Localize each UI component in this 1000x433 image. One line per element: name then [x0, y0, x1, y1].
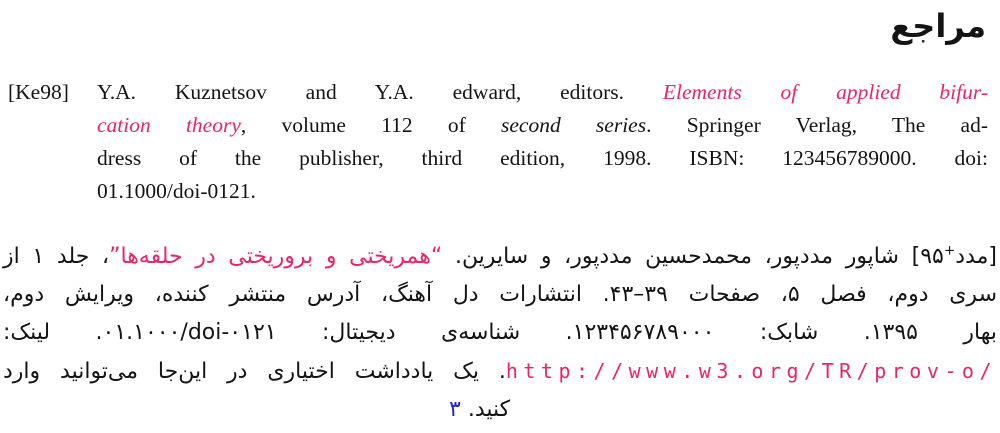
persian-note-text: . یک یادداشت اختیاری در این‌جا می‌توانید وارد	[3, 359, 506, 384]
persian-authors-text: شاپور مددپور، محمدحسین مددپور، و سایرین.	[442, 244, 912, 269]
persian-article-title: “همریختی و بروریختی در حلقه‌ها”	[109, 244, 443, 269]
persian-series-pages-text: سری دوم، فصل ۵، صفحات ۳۹–۴۳. انتشارات دل آهنگ، آدرس منتشر کننده، ویرایش دوم،	[3, 282, 998, 307]
citation-label-ke98: [Ke98]	[8, 80, 69, 104]
entry-madad95-line-4	[3, 352, 997, 391]
citation-label-superscript: +	[943, 242, 956, 259]
book-title-part-1: Elements of applied bifur-	[662, 80, 988, 104]
url-link[interactable]: http://www.w3.org/TR/prov-o/	[505, 359, 997, 383]
entry-ke98-line-3	[97, 142, 988, 175]
publisher-text: . Springer Verlag, The ad-	[646, 113, 988, 137]
bibliography-entry-madad95	[3, 238, 997, 429]
entry-madad95-line-3	[3, 314, 997, 352]
persian-volume-text: ، جلد ۱ از	[3, 244, 110, 269]
series-name: second series	[501, 113, 647, 137]
authors-text: Y.A. Kuznetsov and Y.A. edward, editors.	[97, 80, 663, 104]
doi-text: 01.1000/doi-0121.	[97, 179, 256, 203]
entry-ke98-line-2	[97, 109, 988, 142]
book-title-part-2: cation theory	[97, 113, 241, 137]
persian-note-end-text: کنید.	[467, 397, 511, 422]
entry-madad95-line-1	[3, 238, 997, 276]
page-title: مراجع	[890, 7, 986, 45]
persian-isbn-text: بهار ۱۳۹۵. شابک: ۱۲۳۴۵۶۷۸۹۰۰۰. شناسه‌ی دیجیتال:	[276, 320, 997, 345]
citation-label-madad95: [مدد+۹۵]	[911, 242, 997, 269]
entry-ke98-line-1	[97, 76, 988, 109]
backref-page-number-link[interactable]: ۳	[449, 397, 461, 422]
entry-madad95-line-2	[3, 276, 997, 314]
references-page	[0, 4, 1000, 429]
entry-ke98-line-4	[97, 175, 988, 208]
edition-isbn-text: dress of the publisher, third edition, 1998. ISBN: 123456789000. doi:	[97, 146, 988, 170]
volume-text: , volume 112 of	[240, 113, 501, 137]
bibliography-entry-ke98	[8, 76, 988, 208]
persian-link-label: . لینک:	[3, 320, 103, 345]
persian-doi-value: ۰۱.۱۰۰۰/doi-۰۱۲۱	[102, 320, 277, 345]
entry-madad95-line-5	[3, 391, 997, 429]
